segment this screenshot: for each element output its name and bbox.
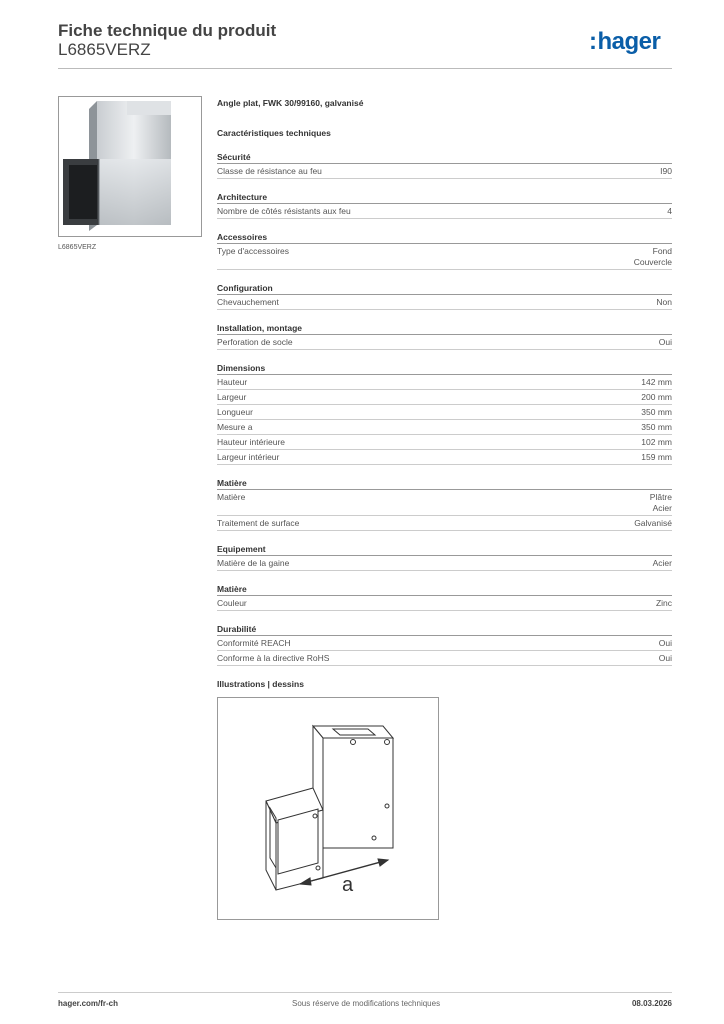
spec-row-value [656, 297, 672, 308]
spec-section [217, 96, 672, 666]
spec-row-value-line: Galvanisé [634, 518, 672, 528]
product-photo-image [59, 97, 201, 236]
logo-text: hager [597, 28, 661, 55]
spec-group [217, 151, 672, 179]
spec-row-value-line: Oui [658, 653, 672, 663]
spec-row-label: Couleur [217, 598, 247, 608]
photo-caption: L6865VERZ [58, 244, 97, 251]
product-reference: L6865VERZ [58, 40, 151, 59]
spec-row-value [660, 166, 672, 177]
spec-row [217, 335, 672, 350]
spec-group-title: Equipement [217, 543, 672, 556]
spec-group-title: Sécurité [217, 151, 672, 164]
spec-row-value-line: I90 [660, 166, 672, 176]
spec-row-value-line: 350 mm [641, 407, 672, 417]
spec-group-title: Architecture [217, 191, 672, 204]
spec-group [217, 583, 672, 611]
spec-row-value [653, 558, 672, 569]
spec-group [217, 623, 672, 666]
spec-row [217, 390, 672, 405]
hager-logo [589, 28, 660, 56]
spec-row-value [641, 452, 672, 463]
spec-row [217, 295, 672, 310]
spec-row-value [634, 246, 672, 268]
page-title: Fiche technique du produit [58, 21, 277, 40]
spec-row-value [659, 638, 672, 649]
spec-row-value-line: Plâtre [649, 492, 672, 502]
spec-groups [217, 151, 672, 666]
technical-drawing-image [218, 698, 438, 919]
spec-group-title: Configuration [217, 282, 672, 295]
spec-row-value-line: Non [656, 297, 672, 307]
spec-row [217, 375, 672, 390]
spec-row-value-line: Couvercle [633, 257, 672, 267]
spec-row-value [641, 422, 672, 433]
spec-row-label: Chevauchement [217, 297, 279, 307]
spec-group [217, 282, 672, 310]
spec-row-label: Largeur [217, 392, 247, 402]
spec-group-title: Durabilité [217, 623, 672, 636]
footer-website-link[interactable]: hager.com/fr-ch [58, 999, 119, 1008]
spec-row [217, 636, 672, 651]
spec-row-value-line: 142 mm [641, 377, 672, 387]
spec-row-value-line: 159 mm [641, 452, 672, 462]
footer-date: 08.03.2026 [631, 999, 672, 1008]
spec-row [217, 164, 672, 179]
spec-row-label: Conformité REACH [217, 638, 291, 648]
spec-row-value [641, 377, 672, 388]
logo-colon-icon: : [589, 28, 597, 55]
spec-row-value-line: Acier [652, 558, 672, 568]
spec-row-value-line: 350 mm [641, 422, 672, 432]
spec-row-value [641, 392, 672, 403]
spec-row-label: Traitement de surface [217, 518, 300, 528]
spec-row-value-line: Zinc [655, 598, 672, 608]
spec-row-label: Type d'accessoires [217, 246, 290, 256]
spec-row-label: Mesure a [217, 422, 253, 432]
spec-row [217, 405, 672, 420]
header-divider [58, 68, 672, 69]
spec-group [217, 477, 672, 531]
spec-row-value-line: Oui [658, 337, 672, 347]
spec-row-value-line: Fond [652, 246, 672, 256]
spec-group-title: Dimensions [217, 362, 672, 375]
spec-row-value [659, 653, 672, 664]
spec-row-label: Conforme à la directive RoHS [217, 653, 330, 663]
spec-row-label: Classe de résistance au feu [217, 166, 322, 176]
footer-divider [58, 992, 672, 993]
spec-row [217, 450, 672, 465]
spec-row [217, 651, 672, 666]
spec-row-value-line: Oui [658, 638, 672, 648]
spec-row [217, 596, 672, 611]
spec-row-value-line: 200 mm [641, 392, 672, 402]
spec-row-value [656, 598, 672, 609]
footer-disclaimer: Sous réserve de modifications techniques [292, 999, 441, 1008]
spec-row-value-line: 4 [667, 206, 672, 216]
spec-group [217, 362, 672, 465]
spec-row [217, 516, 672, 531]
spec-row-label: Longueur [217, 407, 253, 417]
spec-group [217, 191, 672, 219]
spec-heading: Caractéristiques techniques [217, 128, 331, 138]
spec-row-value [634, 518, 672, 529]
spec-group-title: Matière [217, 477, 672, 490]
dimension-label: a [342, 874, 354, 896]
spec-row [217, 435, 672, 450]
spec-row-label: Nombre de côtés résistants aux feu [217, 206, 351, 216]
spec-group [217, 322, 672, 350]
spec-row-value [641, 407, 672, 418]
spec-row-value-line: 102 mm [641, 437, 672, 447]
spec-group [217, 231, 672, 270]
spec-row-label: Perforation de socle [217, 337, 293, 347]
spec-row [217, 556, 672, 571]
product-description: Angle plat, FWK 30/99160, galvanisé [217, 98, 364, 108]
spec-row-value [641, 437, 672, 448]
spec-row [217, 490, 672, 516]
spec-row [217, 420, 672, 435]
spec-group [217, 543, 672, 571]
spec-row-label: Matière [217, 492, 246, 502]
spec-row-label: Largeur intérieur [217, 452, 280, 462]
spec-row-label: Hauteur intérieure [217, 437, 286, 447]
spec-row-label: Matière de la gaine [217, 558, 290, 568]
spec-group-title: Installation, montage [217, 322, 672, 335]
spec-row [217, 204, 672, 219]
spec-row-value [659, 337, 672, 348]
spec-row-value [650, 492, 672, 514]
illustrations-title: Illustrations | dessins [217, 679, 304, 689]
spec-row-value-line: Acier [652, 503, 672, 513]
technical-drawing [217, 697, 439, 920]
spec-row-value [667, 206, 672, 217]
spec-group-title: Matière [217, 583, 672, 596]
spec-group-title: Accessoires [217, 231, 672, 244]
spec-row-label: Hauteur [217, 377, 248, 387]
spec-row [217, 244, 672, 270]
product-photo [58, 96, 202, 237]
